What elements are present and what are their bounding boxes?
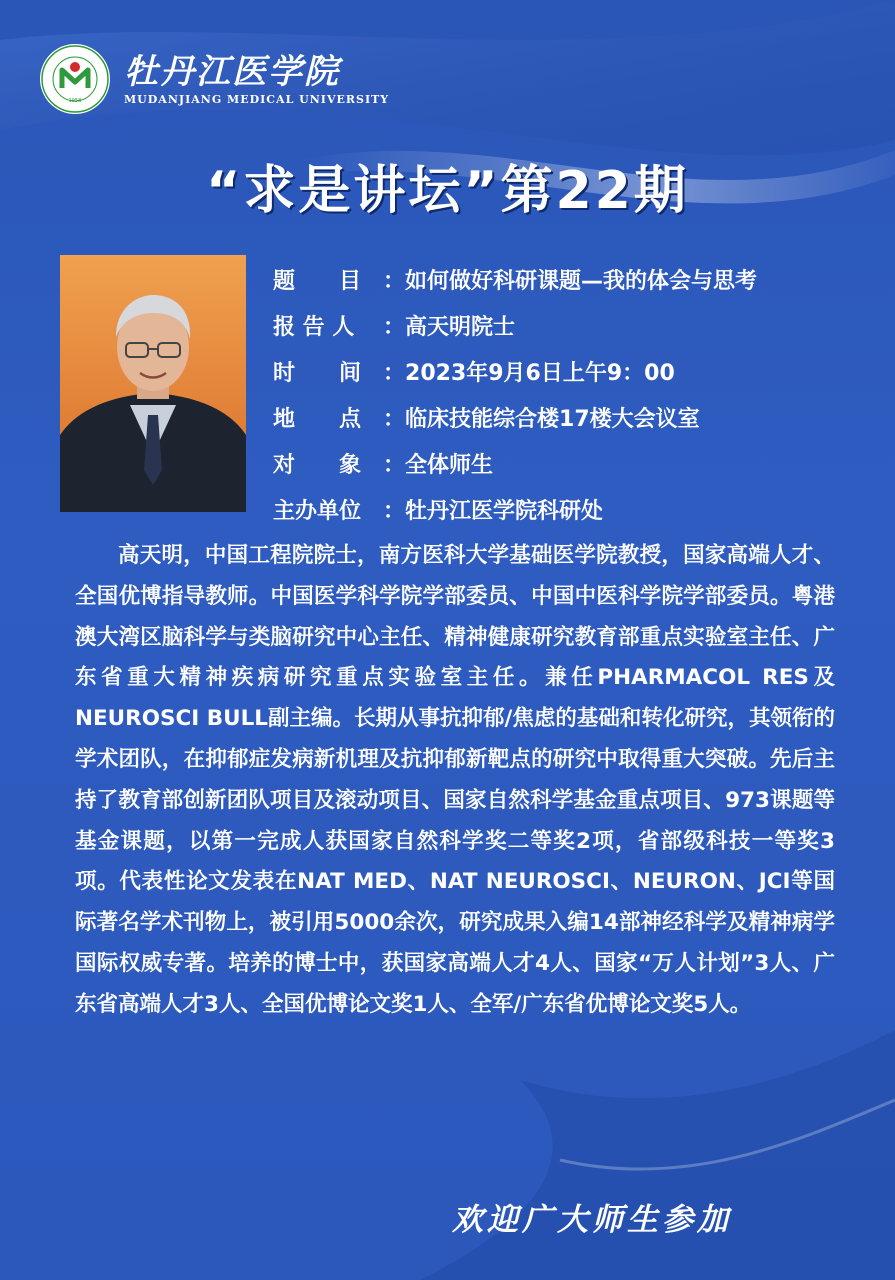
detail-row-location: 地 点 ： 临床技能综合楼17楼大会议室	[273, 394, 757, 440]
university-badge-icon	[38, 42, 112, 116]
school-name-en: MUDANJIANG MEDICAL UNIVERSITY	[124, 92, 390, 106]
svg-text:1958: 1958	[68, 98, 82, 104]
detail-row-time: 时 间 ： 2023年9月6日上午9：00	[273, 348, 757, 394]
detail-label: 对 象	[273, 452, 362, 478]
detail-value: 如何做好科研课题—我的体会与思考	[405, 268, 758, 294]
detail-row-organizer: 主办单位 ： 牡丹江医学院科研处	[273, 486, 757, 532]
detail-value: 临床技能综合楼17楼大会议室	[405, 406, 700, 432]
detail-label: 主办单位	[273, 498, 362, 524]
university-logo	[38, 42, 389, 116]
detail-label: 报 告 人	[273, 314, 355, 340]
speaker-photo	[60, 255, 246, 512]
detail-label: 题 目	[273, 268, 362, 294]
event-details	[273, 256, 757, 532]
speaker-bio: 高天明，中国工程院院士，南方医科大学基础医学院教授，国家高端人才、全国优博指导教师。中国医学科学院学部委员、中国中医科学院学部委员。粤港澳大湾区脑科学与类脑研究中心主任、精神健康研究教育部重点实验室主任、广东省重大精神疾病研究重点实验室主任。兼任PHARMACOL RES及NEUROSCI BULL副主编。长期从事抗抑郁/焦虑的基础和转化研究，其领衔的学术团队，在抑郁症发病新机理及抗抑郁新靶点的研究中取得重大突破。先后主持了教育部创新团队项目及滚动项目、国家自然科学基金重点项目、973课题等基金课题，以第一完成人获国家自然科学奖二等奖2项，省部级科技一等奖3项。代表性论文发表在NAT MED、NAT NEUROSCI、NEURON、JCI等国际著名学术刊物上，被引用5000余次，研究成果入编14部神经科学及精神病学国际权威专著。培养的博士中，获国家高端人才4人、国家“万人计划”3人、广东省高端人才3人、全国优博论文奖1人、全军/广东省优博论文奖5人。	[75, 543, 835, 1017]
detail-value: 2023年9月6日上午9：00	[405, 360, 675, 386]
detail-value: 高天明院士	[405, 314, 516, 340]
page-title: “求是讲坛”第22期	[206, 161, 689, 221]
detail-row-speaker: 报 告 人 ： 高天明院士	[273, 302, 757, 348]
detail-row-topic: 题 目 ： 如何做好科研课题—我的体会与思考	[273, 256, 757, 302]
detail-row-audience: 对 象 ： 全体师生	[273, 440, 757, 486]
closing-invitation: 欢迎广大师生参加	[452, 1202, 732, 1238]
detail-value: 牡丹江医学院科研处	[405, 498, 604, 524]
detail-value: 全体师生	[405, 452, 494, 478]
detail-label: 地 点	[273, 406, 362, 432]
school-name-cn: 牡丹江医学院	[124, 51, 340, 92]
detail-label: 时 间	[273, 360, 362, 386]
